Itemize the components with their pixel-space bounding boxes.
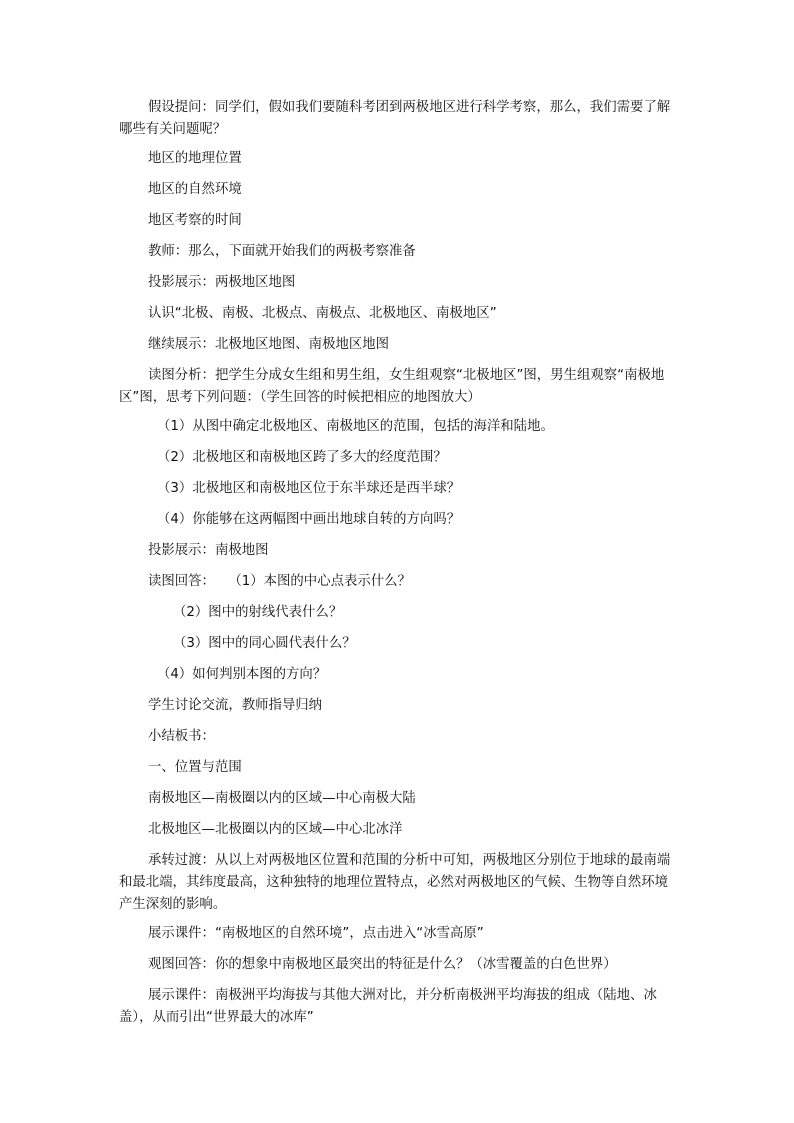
paragraph-answer-2: （2）图中的射线代表什么？ (173, 605, 343, 620)
paragraph-question-3: （3）北极地区和南极地区位于东半球还是西半球？ (157, 481, 461, 496)
paragraph-courseware-show: 展示课件：“南极地区的自然环境”，点击进入“冰雪高原” (148, 926, 484, 941)
paragraph-question-2: （2）北极地区和南极地区跨了多大的经度范围？ (157, 450, 447, 465)
paragraph-arctic-range: 北极地区—北极圈以内的区域—中心北冰洋 (148, 822, 403, 837)
paragraph-answer-4: （4）如何判别本图的方向？ (157, 667, 327, 682)
paragraph-discussion: 学生讨论交流，教师指导归纳 (148, 698, 323, 713)
paragraph-antarctic-range: 南极地区—南极圈以内的区域—中心南极大陆 (148, 791, 416, 806)
paragraph-answer-3: （3）图中的同心圆代表什么？ (173, 636, 356, 651)
paragraph-intro-question: 假设提问：同学们，假如我们要随科考团到两极地区进行科学考察，那么，我们需要了解哪些有关问题呢？ (119, 100, 671, 137)
paragraph-section-heading: 一、位置与范围 (148, 760, 242, 775)
paragraph-map-analysis: 读图分析：把学生分成女生组和男生组，女生组观察“北极地区”图，男生组观察“南极地区”图，思考下列问题：（学生回答的时候把相应的地图放大） (119, 368, 665, 405)
paragraph-observe-answer: 观图回答：你的想象中南极地区最突出的特征是什么？（冰雪覆盖的白色世界） (148, 957, 617, 972)
paragraph-time-item: 地区考察的时间 (148, 213, 242, 228)
paragraph-read-answer: 读图回答： （1）本图的中心点表示什么？ (148, 574, 411, 589)
paragraph-continue-show: 继续展示：北极地区地图、南极地区地图 (148, 337, 390, 352)
paragraph-location-item: 地区的地理位置 (148, 151, 242, 166)
paragraph-transition: 承转过渡：从以上对两极地区位置和范围的分析中可知，两极地区分别位于地球的最南端和最北端，其纬度最高，这种独特的地理位置特点，必然对两极地区的气候、生物等自然环境产生深刻的影响。 (119, 853, 671, 912)
paragraph-recognize: 认识“北极、南极、北极点、南极点、北极地区、南极地区” (148, 306, 497, 321)
paragraph-projection-map: 投影展示：两极地区地图 (148, 275, 296, 290)
paragraph-environment-item: 地区的自然环境 (148, 182, 242, 197)
paragraph-question-4: （4）你能够在这两幅图中画出地球自转的方向吗？ (157, 512, 461, 527)
paragraph-projection-antarctic: 投影展示：南极地图 (148, 543, 269, 558)
paragraph-question-1: （1）从图中确定北极地区、南极地区的范围，包括的海洋和陆地。 (157, 419, 554, 434)
paragraph-summary-title: 小结板书： (148, 729, 215, 744)
paragraph-courseware-elevation: 展示课件：南极洲平均海拔与其他大洲对比，并分析南极洲平均海拔的组成（陆地、冰盖），从而引出“世界最大的冰库” (119, 988, 657, 1025)
paragraph-teacher: 教师：那么，下面就开始我们的两极考察准备 (148, 244, 416, 259)
